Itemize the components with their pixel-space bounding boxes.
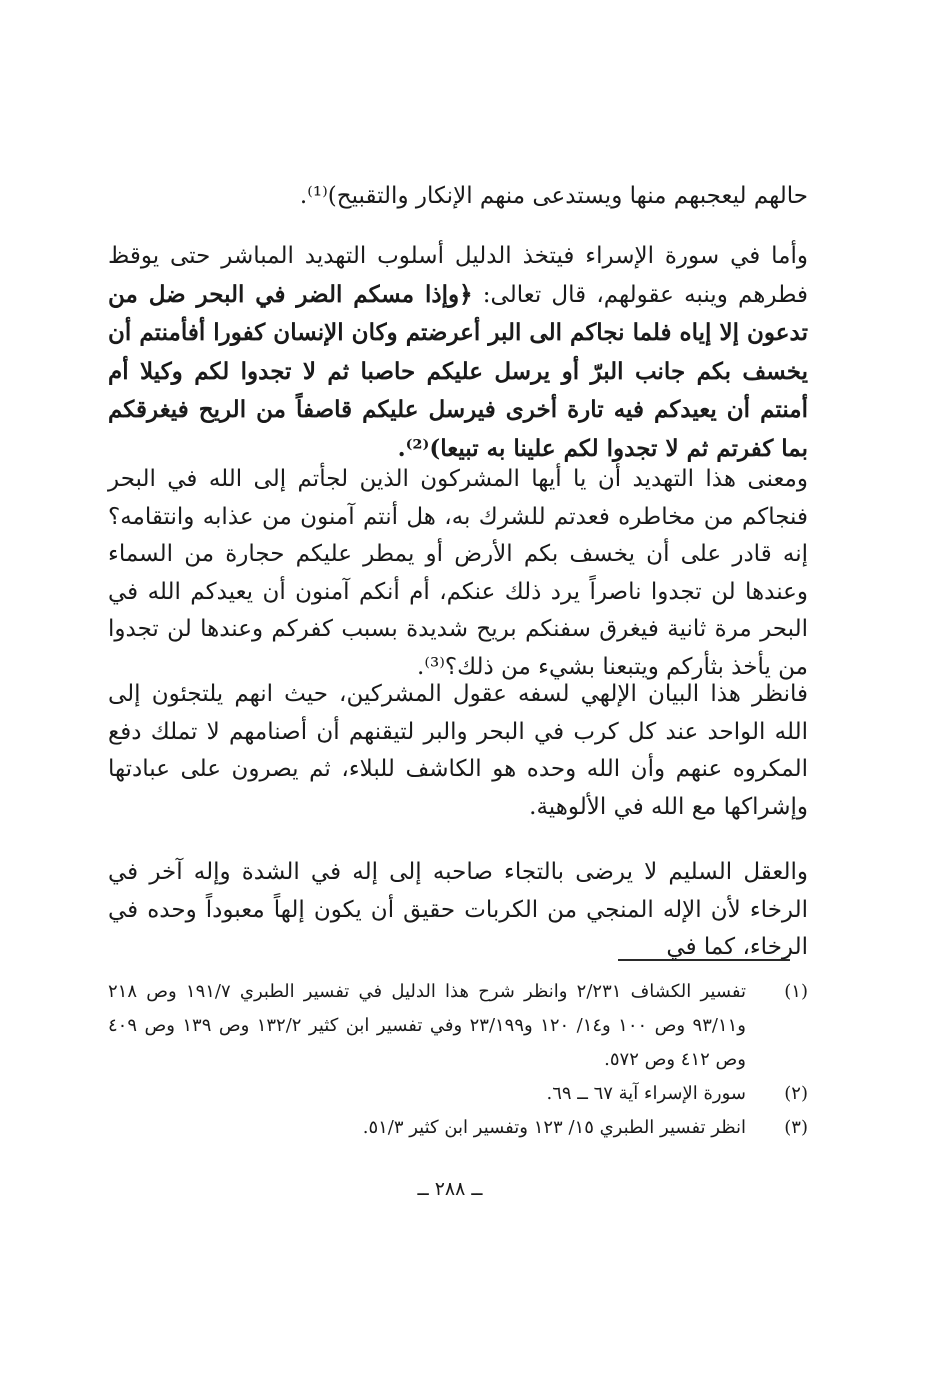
quran-verse: ﴿وإذا مسكم الضر في البحر ضل من تدعون إلا إياه فلما نجاكم الى البر أعرضتم وكان الإنسان كفورا أفأمنتم أن يخسف بكم جانب البرّ أو يرسل عليكم حاصبا ثم لا تجدوا لكم وكيلا أم أمنتم أن يعيدكم فيه تارة أخرى فيرسل عليكم قاصفاً من الريح فيغرقكم بما كفرتم ثم لا تجدوا لكم علينا به تبيعا)⁽²⁾. — [108, 280, 808, 462]
footnote-number: (١) — [784, 981, 808, 1002]
footnote-text: سورة الإسراء آية ٦٧ ــ ٦٩. — [546, 1083, 746, 1104]
footnote-divider — [618, 959, 790, 961]
paragraph-intro: وأما في سورة الإسراء فيتخذ الدليل أسلوب التهديد المباشر حتى يوقظ فطرهم وينبه عقولهم، قال تعالى: — [108, 243, 808, 308]
footnote-3 — [108, 1111, 808, 1145]
page-number: ــ ٢٨٨ ــ — [417, 1178, 483, 1200]
footnotes — [108, 975, 808, 1145]
paragraph-isra-threat — [108, 238, 808, 468]
footnote-number: (٢) — [784, 1083, 808, 1104]
paragraph-continuation: حالهم ليعجبهم منها ويستدعى منهم الإنكار والتقبيح)⁽¹⁾. — [299, 183, 808, 209]
footnote-number: (٣) — [784, 1117, 808, 1138]
paragraph-reflection: فانظر هذا البيان الإلهي لسفه عقول المشركين، حيث انهم يلتجئون إلى الله الواحد عند كل كرب في البحر والبر لتيقنهم أن أصنامهم لا تملك دفع المكروه عنهم وأن الله وحده هو الكاشف للبلاء، ثم يصرون على عبادتها وإشراكها مع الله في الألوهية. — [108, 681, 808, 820]
footnote-1 — [108, 975, 808, 1077]
footnote-2 — [108, 1077, 808, 1111]
paragraph-sound-mind: والعقل السليم لا يرضى بالتجاء صاحبه إلى إله في الشدة وإله آخر في الرخاء لأن الإله المنجي من الكربات حقيق أن يكون إلهاً معبوداً وحده في الرخاء، كما في — [108, 859, 808, 960]
paragraph-meaning: ومعنى هذا التهديد أن يا أيها المشركون الذين لجأتم إلى الله في البحر فنجاكم من مخاطره فعدتم للشرك به، هل أنتم آمنون من عذابه وانتقامه؟ إنه قادر على أن يخسف بكم الأرض أو يمطر عليكم حجارة من السماء وعندها لن تجدوا ناصراً يرد ذلك عنكم، أم أنكم آمنون أن يعيدكم الله في البحر مرة ثانية فيغرق سفنكم بريح شديدة بسبب كفركم وعندها لن تجدوا من يأخذ بثأركم ويتبعنا بشيء من ذلك؟⁽³⁾. — [108, 466, 808, 680]
footnote-text: تفسير الكشاف ٢/٢٣١ وانظر شرح هذا الدليل في تفسير الطبري ١٩١/٧ وص ٢١٨ و٩٣/١١ وص ١٠٠ و١٤/ ١٢٠ و٢٣/١٩٩ وفي تفسير ابن كثير ١٣٢/٢ وص ١٣٩ وص ٤٠٩ وص ٤١٢ وص ٥٧٢. — [108, 981, 747, 1070]
footnote-text: انظر تفسير الطبري ١٥/ ١٢٣ وتفسير ابن كثير ٥١/٣. — [362, 1117, 746, 1138]
